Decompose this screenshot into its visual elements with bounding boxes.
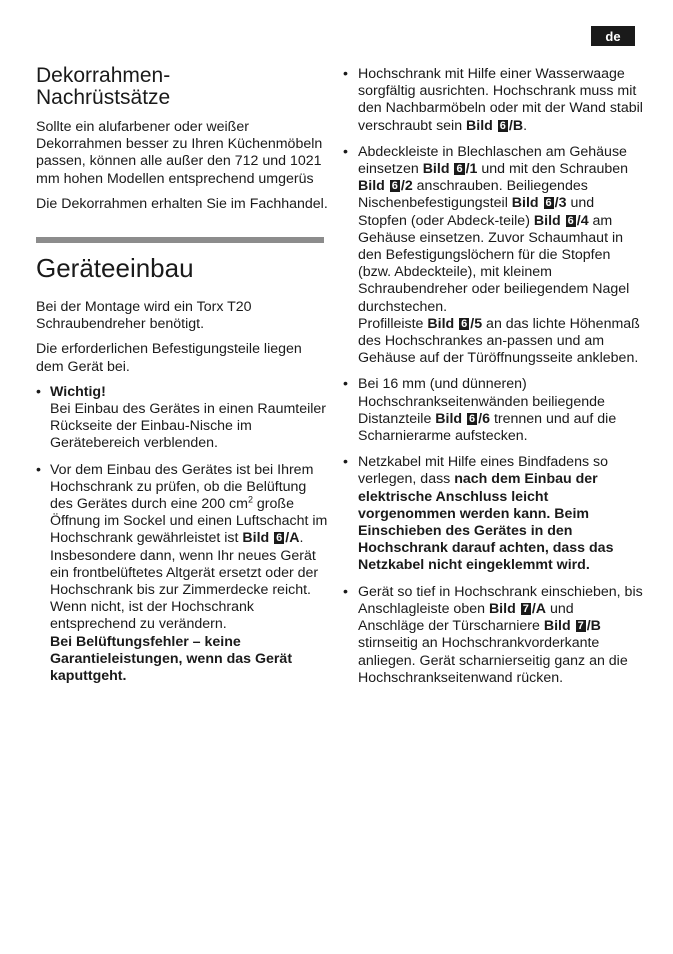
section-divider xyxy=(36,237,324,243)
figure-ref-badge: 6 xyxy=(545,197,552,210)
figure-ref-badge: 6 xyxy=(567,214,574,227)
list-item: • Abdeckleiste in Blechlaschen am Gehäuse einsetzen Bild 6 /1 und mit den Schrauben Bild 6 /2 anschrauben. Beiliegendes Nischenbefestigungsteil Bild 6 /3 und Stopfen (oder Abdeck-teile) Bild 6 /4 am Gehäuse einsetzen. Zuvor Schaumhaut in den Befestigungslöchern für die Stopfen (bzw. Abdeckteile), mit kleinem Schraubendreher oder beiliegendem Nagel durchstechen. Profilleiste Bild 6 /5 an das lichte Höhenmaß des Hochschrankes an-passen und am Gehäuse auf der Türöffnungsseite ankleben. xyxy=(343,143,640,367)
figure-ref-badge: 6 xyxy=(391,180,398,193)
figure-ref-badge: 6 xyxy=(469,412,476,425)
paragraph: Sollte ein alufarbener oder weißer Dekorrahmen besser zu Ihren Küchenmöbeln passen, können alle außer den 712 und 1021 mm hohen Modellen entsprechend umgerüs xyxy=(36,119,323,187)
section-title-dekorrahmen: Dekorrahmen- Nachrüstsätze xyxy=(36,64,171,109)
list-item: • Hochschrank mit Hilfe einer Wasserwaage sorgfältig ausrichten. Hochschrank muss mit den Nachbarmöbeln oder mit der Wand stabil verschraubt sein Bild 6 /B. xyxy=(343,66,643,134)
list-item: • Wichtig! Bei Einbau des Gerätes in einen Raumteiler Rückseite der Einbau-Nische im Gerätebereich verblenden. xyxy=(36,383,327,452)
figure-ref-badge: 7 xyxy=(522,602,529,615)
bullet-list xyxy=(343,66,643,687)
language-badge: de xyxy=(591,26,635,46)
paragraph: Die erforderlichen Befestigungsteile liegen dem Gerät bei. xyxy=(36,341,302,375)
figure-ref-badge: 6 xyxy=(276,532,283,545)
paragraph: Bei der Montage wird ein Torx T20 Schraubendreher benötigt. xyxy=(36,299,252,333)
right-column xyxy=(343,66,643,696)
figure-ref-badge: 6 xyxy=(499,119,506,132)
list-item: • Bei 16 mm (und dünneren) Hochschrankseitenwänden beiliegende Distanzteile Bild 6 /6 trennen und auf die Scharnierarme aufstecken. xyxy=(343,376,617,445)
list-item: • Netzkabel mit Hilfe eines Bindfadens so verlegen, dass nach dem Einbau der elektrische Anschluss leicht vorgenommen werden kann. Beim Einschieben des Gerätes in den Hochschrank darauf achten, dass das Netzkabel nicht eingeklemmt wird. xyxy=(343,454,614,574)
paragraph: Die Dekorrahmen erhalten Sie im Fachhandel. xyxy=(36,195,328,212)
bullet-list xyxy=(36,384,330,685)
list-item: • Vor dem Einbau des Gerätes ist bei Ihrem Hochschrank zu prüfen, ob die Belüftung des Gerätes durch eine 200 $cm^2$ große Öffnung im Sockel und einen Luftschacht im Hochschrank gewährleistet ist Bild 6 /A. Insbesondere dann, wenn Ihr neues Gerät ein frontbelüftetes Altgerät ersetzt oder der Hochschrank bis zur Zimmerdecke reicht. Wenn nicht, ist der Hochschrank entsprechend zu verändern. Bei Belüftungsfehler – keine Garantieleistungen, wenn das Gerät kaputtgeht. xyxy=(36,461,328,685)
left-column xyxy=(36,65,330,694)
figure-ref-badge: 6 xyxy=(456,163,463,176)
section-title-geraeteeinbau: Geräteeinbau xyxy=(36,253,194,284)
figure-ref-badge: 7 xyxy=(577,620,584,633)
figure-ref-badge: 6 xyxy=(461,317,468,330)
list-item: • Gerät so tief in Hochschrank einschieben, bis Anschlagleiste oben Bild 7 /A und Anschläge der Türscharniere Bild 7 /B stirnseitig an Hochschrankvorderkante anliegen. Gerät scharnierseitig ganz an die Hochschrankseitenwand rücken. xyxy=(343,583,643,686)
